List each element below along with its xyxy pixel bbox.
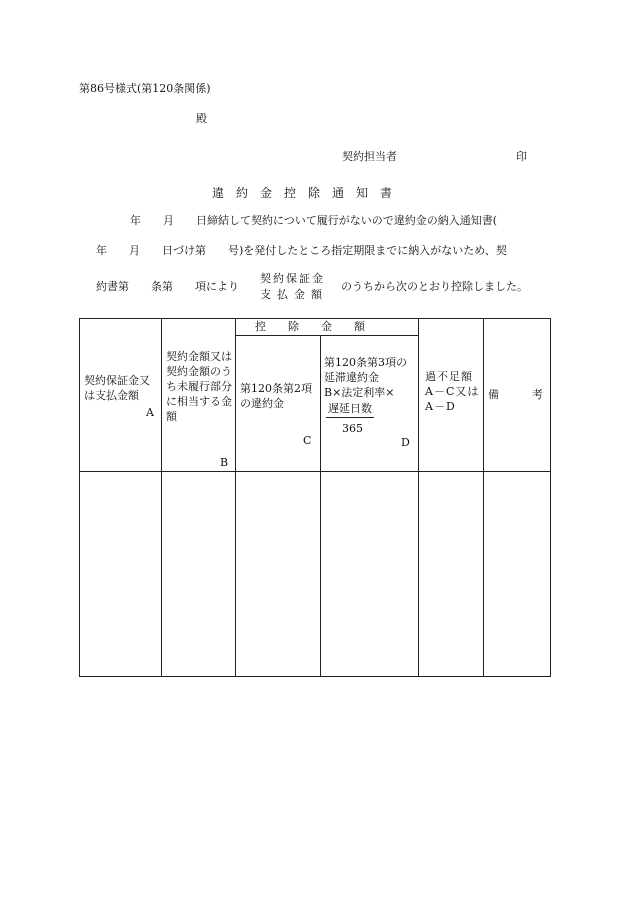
col-d-header-line1: 第120条第3項の [324, 356, 407, 369]
col-divider-1 [161, 319, 162, 676]
form-number: 第86号様式(第120条関係) [79, 82, 211, 95]
col-divider-2 [235, 319, 236, 676]
document-title: 違 約 金 控 除 通 知 書 [212, 186, 393, 200]
col-d-formula-denominator: 365 [342, 422, 363, 435]
body-line-3-suffix: のうちから次のとおり控除しました。 [341, 280, 528, 293]
col-a-header: 契約保証金又は支払金額 [84, 374, 150, 402]
col-e-header: 過不足額A－C又はA－D [425, 370, 480, 413]
contract-officer-label: 契約担当者 [342, 150, 397, 163]
col-c-letter: C [303, 434, 312, 447]
deduction-table [79, 318, 551, 677]
body-line-3-option-a: 契約保証金 [260, 272, 325, 285]
col-d-fraction-bar [326, 417, 374, 418]
col-d-letter: D [401, 436, 410, 449]
col-d-header-line2: 延滞違約金 [324, 371, 379, 384]
col-d-formula-numerator-1: B×法定利率× [324, 386, 395, 399]
body-line-3-option-b: 支払金額 [260, 288, 328, 301]
seal-mark: 印 [516, 150, 527, 163]
col-divider-5 [483, 319, 484, 676]
col-b-letter: B [220, 456, 229, 469]
col-divider-3 [320, 335, 321, 676]
deduction-group-header: 控 除 金 額 [255, 320, 365, 333]
addressee-suffix: 殿 [196, 112, 207, 125]
body-line-3-prefix: 約書第 条第 項により [96, 280, 239, 293]
col-a-letter: A [146, 406, 154, 419]
col-f-header: 備 考 [488, 388, 543, 401]
col-b-header: 契約金額又は契約金額のうち未履行部分に相当する金額 [166, 350, 232, 423]
col-c-header: 第120条第2項の違約金 [240, 382, 312, 410]
group-header-rule [235, 335, 418, 336]
body-line-2: 年 月 日づけ第 号)を発付したところ指定期限までに納入がないため、契 [96, 244, 507, 257]
body-line-1: 年 月 日締結して契約について履行がないので違約金の納入通知書( [130, 214, 498, 227]
col-d-formula-numerator-2: 遅延日数 [328, 402, 372, 415]
header-body-rule [80, 471, 550, 472]
col-divider-4 [418, 319, 419, 676]
